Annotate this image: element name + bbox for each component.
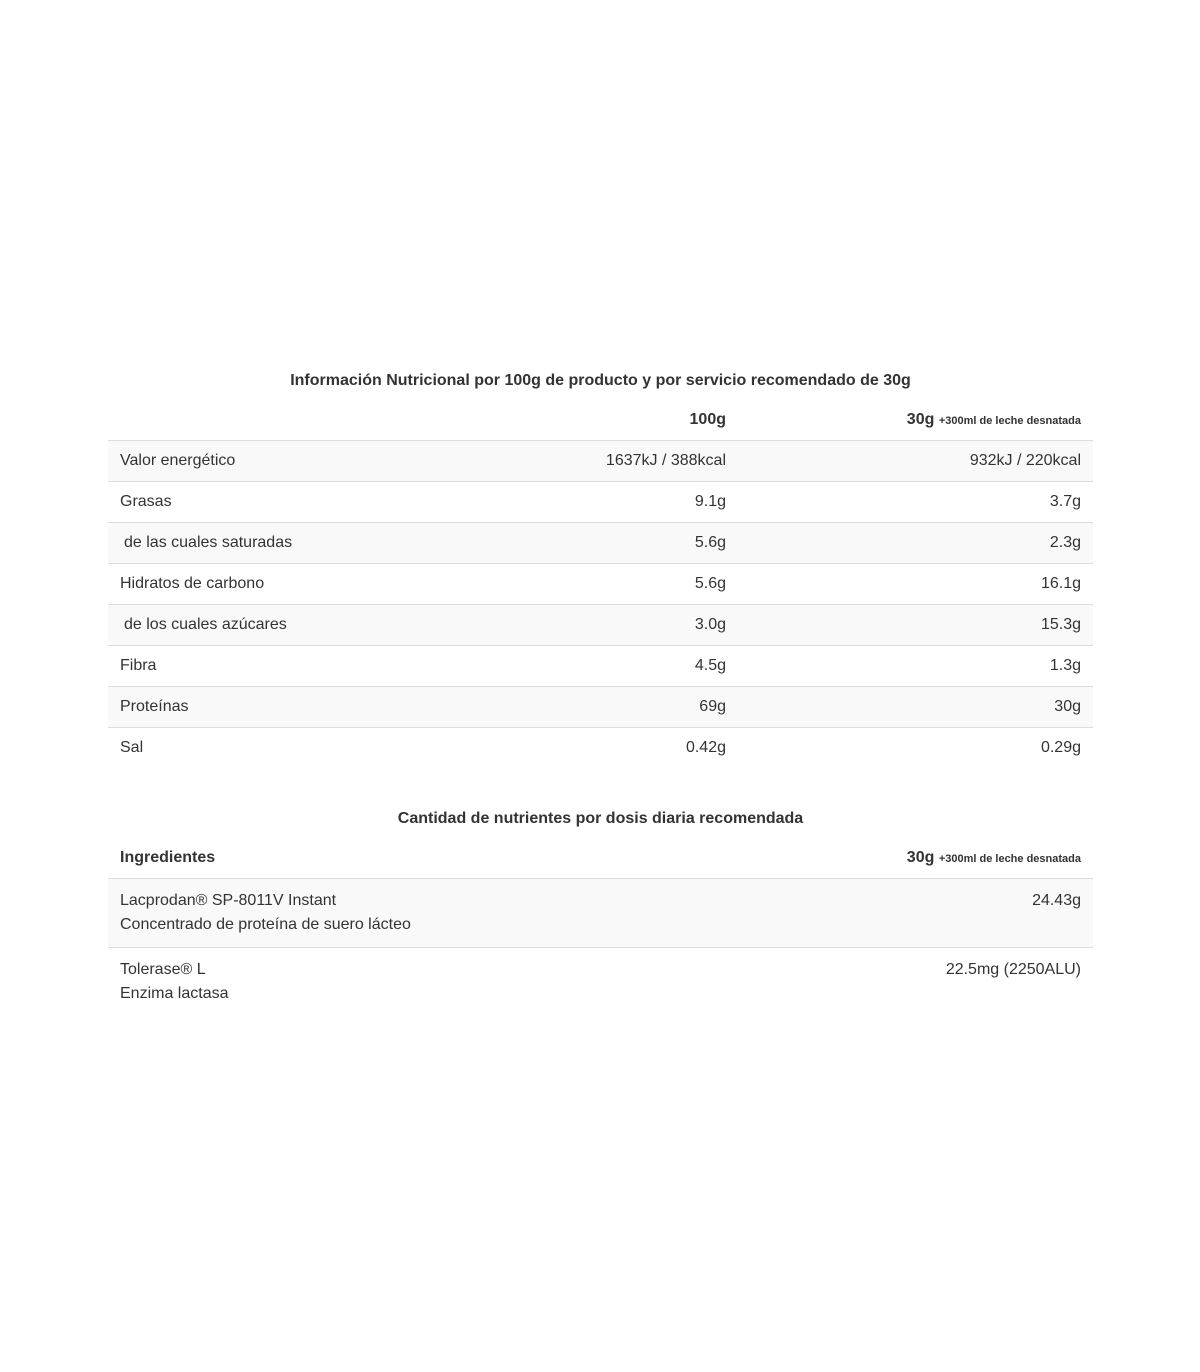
ingredient-description: Concentrado de proteína de suero lácteo [120,916,411,933]
ingredient-amount: 24.43g [1032,892,1081,909]
daily-dose-section [108,800,1093,1016]
value-100g: 5.6g [694,575,726,592]
ingredient-name: Tolerase® L [120,961,206,978]
value-30g: 2.3g [1049,534,1081,551]
nutrient-label: Proteínas [120,698,189,715]
value-30g: 932kJ / 220kcal [969,452,1081,469]
value-100g: 0.42g [685,739,726,756]
daily-serving-header-note: +300ml de leche desnatada [938,853,1081,865]
ingredient-cell [108,948,738,1017]
value-100g: 3.0g [694,616,726,633]
nutrition-info-container [108,362,1093,1016]
daily-serving-header-amount: 30g [906,849,935,866]
daily-dose-table [108,838,1093,1016]
nutrition-table [108,400,1093,768]
table-row [108,605,1093,646]
table-row [108,482,1093,523]
nutrient-label: Hidratos de carbono [120,575,265,592]
value-30g: 16.1g [1040,575,1081,592]
value-100g: 5.6g [694,534,726,551]
nutrition-table-title: Información Nutricional por 100g de producto y por servicio recomendado de 30g [290,372,911,389]
table-row [108,728,1093,769]
nutrient-label: Grasas [120,493,172,510]
ingredient-name: Lacprodan® SP-8011V Instant [120,892,337,909]
value-100g: 9.1g [694,493,726,510]
value-100g: 69g [699,698,726,715]
ingredient-amount: 22.5mg (2250ALU) [945,961,1081,978]
value-30g: 15.3g [1040,616,1081,633]
table-row [108,523,1093,564]
ingredients-header: Ingredientes [108,838,738,879]
table-row [108,646,1093,687]
nutrient-header-empty [108,400,486,441]
value-30g: 1.3g [1049,657,1081,674]
table-row [108,441,1093,482]
value-100g: 1637kJ / 388kcal [605,452,726,469]
nutrition-header-row [108,400,1093,441]
daily-dose-header-row [108,838,1093,879]
daily-serving-header [738,838,1093,879]
table-row [108,687,1093,728]
value-30g: 0.29g [1040,739,1081,756]
per-serving-header [738,400,1093,441]
per-serving-header-amount: 30g [906,411,935,428]
table-row [108,948,1093,1017]
nutrient-label: Valor energético [120,452,236,469]
nutrient-label: de los cuales azúcares [124,616,287,633]
value-100g: 4.5g [694,657,726,674]
per-serving-header-note: +300ml de leche desnatada [938,415,1081,427]
per-100g-header: 100g [486,400,738,441]
table-row [108,564,1093,605]
nutrient-label: Fibra [120,657,157,674]
daily-dose-table-title: Cantidad de nutrientes por dosis diaria recomendada [397,810,804,827]
table-row [108,879,1093,948]
ingredient-description: Enzima lactasa [120,985,229,1002]
value-30g: 30g [1054,698,1081,715]
nutrient-label: de las cuales saturadas [124,534,293,551]
ingredient-cell [108,879,738,948]
nutrient-label: Sal [120,739,144,756]
value-30g: 3.7g [1049,493,1081,510]
